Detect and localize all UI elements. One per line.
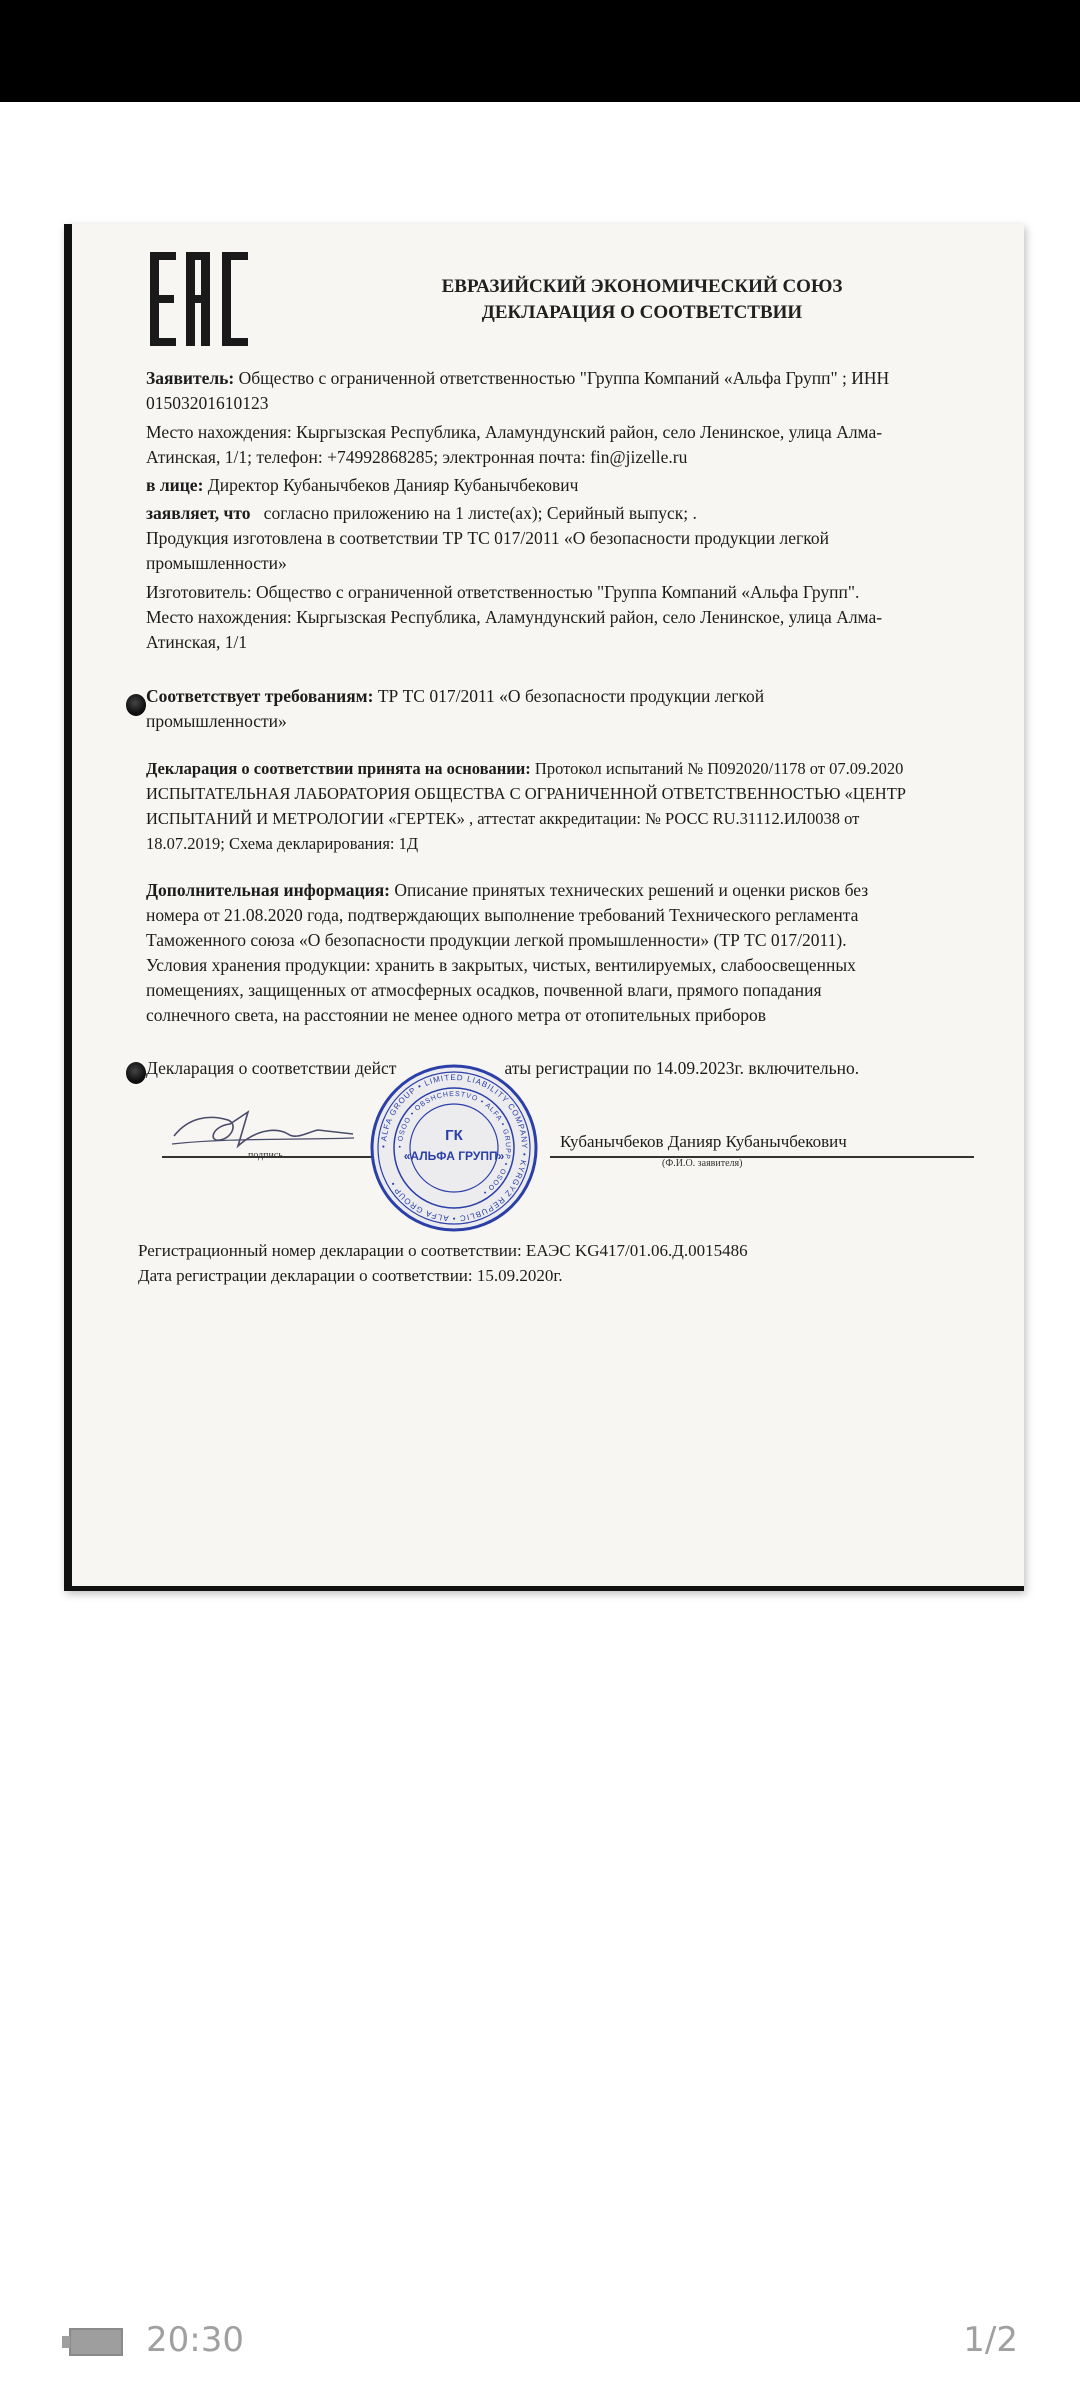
applicant-label: Заявитель: — [146, 368, 235, 388]
punch-hole-bottom — [126, 1062, 146, 1084]
seal-center-main: «АЛЬФА ГРУПП» — [403, 1149, 505, 1163]
complies-block — [146, 684, 1016, 734]
heading-union: ЕВРАЗИЙСКИЙ ЭКОНОМИЧЕСКИЙ СОЮЗ — [441, 276, 843, 297]
registration-date: Дата регистрации декларации о соответствии: 15.09.2020г. — [138, 1266, 563, 1285]
signatory-caption: (Ф.И.О. заявителя) — [662, 1158, 743, 1169]
battery-icon — [62, 2328, 124, 2356]
time-label: 20:30 — [146, 2320, 244, 2360]
validity-start: Декларация о соответствии дейст — [146, 1058, 397, 1078]
document-heading — [322, 274, 962, 326]
registration-number: Регистрационный номер декларации о соответствии: ЕАЭС KG417/01.06.Д.0015486 — [138, 1241, 748, 1260]
extra-line-6: солнечного света, на расстоянии не менее одного метра от отопительных приборов — [146, 1005, 767, 1025]
declares-text: согласно приложению на 1 листе(ах); Серийный выпуск; . — [263, 503, 697, 523]
complies-text: ТР ТС 017/2011 «О безопасности продукции легкой — [377, 686, 765, 706]
handwritten-signature — [168, 1108, 358, 1154]
person-label: в лице: — [146, 475, 204, 495]
signatory-name: Кубанычбеков Данияр Кубанычбекович — [560, 1132, 847, 1151]
applicant-block — [146, 366, 1016, 655]
basis-line-4: 18.07.2019; Схема декларирования: 1Д — [146, 834, 419, 853]
extra-line-4: Условия хранения продукции: хранить в закрытых, чистых, вентилируемых, слабоосвещенных — [146, 955, 856, 975]
heading-declaration: ДЕКЛАРАЦИЯ О СООТВЕТСТВИИ — [481, 302, 803, 323]
location-line-2: Атинская, 1/1; телефон: +74992868285; электронная почта: fin@jizelle.ru — [146, 447, 688, 467]
extra-label: Дополнительная информация: — [146, 880, 390, 900]
top-status-bar — [0, 0, 1080, 102]
svg-text:• OSOO • OBSHCHESTVO • ALFA •: • OSOO • OBSHCHESTVO • ALFA • GRUPP • OSOO • — [396, 1090, 512, 1197]
declares-label: заявляет, что — [146, 503, 251, 523]
eac-logo — [150, 252, 250, 346]
validity-line — [146, 1056, 1016, 1081]
manufacturer-line-2: Место нахождения: Кыргызская Республика, Аламундунский район, село Ленинское, улица Алма- — [146, 607, 883, 627]
location-line-1: Место нахождения: Кыргызская Республика, Аламундунский район, село Ленинское, улица Алма- — [146, 422, 883, 442]
validity-end: аты регистрации по 14.09.2023г. включительно. — [504, 1058, 860, 1078]
declaration-document — [64, 224, 1024, 1591]
signature-caption: подпись — [248, 1150, 283, 1161]
basis-block — [146, 756, 1016, 856]
company-seal — [368, 1062, 540, 1234]
basis-label: Декларация о соответствии принята на основании: — [146, 759, 531, 778]
applicant-inn: 01503201610123 — [146, 393, 269, 413]
extra-line-2: номера от 21.08.2020 года, подтверждающих выполнение требований Технического регламента — [146, 905, 859, 925]
extra-text: Описание принятых технических решений и оценки рисков без — [394, 880, 869, 900]
extra-line-5: помещениях, защищенных от атмосферных осадков, почвенной влаги, прямого попадания — [146, 980, 822, 1000]
extra-info-block — [146, 878, 1016, 1028]
basis-line-3: ИСПЫТАНИЙ И МЕТРОЛОГИИ «ГЕРТЕК» , аттестат аккредитации: № РОСС RU.31112.ИЛ0038 от — [146, 809, 860, 828]
registration-block — [138, 1238, 1008, 1288]
manufacturer-line-1: Изготовитель: Общество с ограниченной ответственностью "Группа Компаний «Альфа Групп". — [146, 582, 860, 602]
name-line — [550, 1156, 974, 1158]
complies-line-2: промышленности» — [146, 711, 287, 731]
manufacturer-line-3: Атинская, 1/1 — [146, 632, 248, 652]
basis-line-2: ИСПЫТАТЕЛЬНАЯ ЛАБОРАТОРИЯ ОБЩЕСТВА С ОГРАНИЧЕННОЙ ОТВЕТСТВЕННОСТЬЮ «ЦЕНТР — [146, 784, 906, 803]
complies-label: Соответствует требованиям: — [146, 686, 374, 706]
applicant-text: Общество с ограниченной ответственностью "Группа Компаний «Альфа Групп" ; ИНН — [238, 368, 890, 388]
svg-text:• ALFA GROUP • LIMITED LIABILI: • ALFA GROUP • LIMITED LIABILITY COMPANY • KYRGYZ REPUBLIC • ALFA GROUP • — [378, 1072, 530, 1224]
produced-line-2: промышленности» — [146, 553, 287, 573]
person-text: Директор Кубанычбеков Данияр Кубанычбекович — [207, 475, 579, 495]
produced-line-1: Продукция изготовлена в соответствии ТР ТС 017/2011 «О безопасности продукции легкой — [146, 528, 829, 548]
basis-text: Протокол испытаний № П092020/1178 от 07.09.2020 — [534, 759, 904, 778]
seal-center-top: ГК — [445, 1127, 463, 1144]
extra-line-3: Таможенного союза «О безопасности продукции легкой промышленности» (ТР ТС 017/2011). — [146, 930, 847, 950]
punch-hole-top — [126, 694, 146, 716]
page-indicator[interactable]: 1/2 — [963, 2320, 1018, 2360]
